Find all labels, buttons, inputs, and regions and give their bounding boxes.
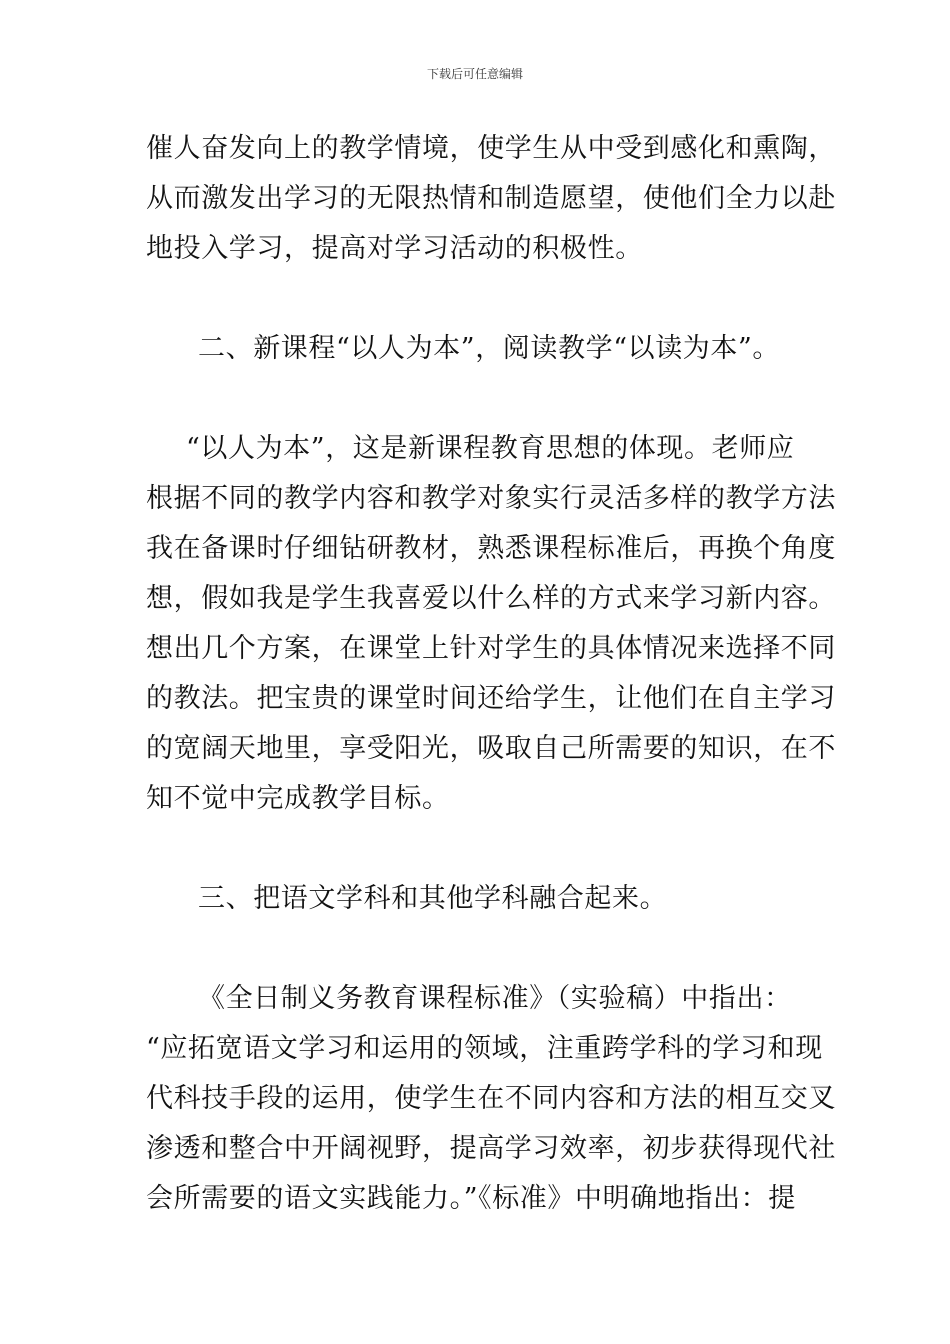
text-line: 的教法。把宝贵的课堂时间还给学生，让他们在自主学习 <box>146 683 836 714</box>
text-line: 的宽阔天地里，享受阳光，吸取自己所需要的知识，在不 <box>146 733 836 764</box>
paragraph-1 <box>146 124 836 274</box>
paragraph-gap <box>146 274 808 324</box>
document-body <box>146 124 836 1224</box>
text-line: 想，假如我是学生我喜爱以什么样的方式来学习新内容。 <box>146 583 836 614</box>
paragraph-gap <box>146 824 808 874</box>
text-line: 知不觉中完成教学目标。 <box>146 783 450 814</box>
text-line: 根据不同的教学内容和教学对象实行灵活多样的教学方法 <box>146 483 836 514</box>
paragraph-3 <box>146 974 836 1224</box>
paragraph-gap <box>146 374 808 424</box>
text-line: 渗透和整合中开阔视野，提高学习效率，初步获得现代社 <box>146 1133 836 1164</box>
text-line: “应拓宽语文学习和运用的领域，注重跨学科的学习和现 <box>146 1033 823 1064</box>
text-line: 代科技手段的运用，使学生在不同内容和方法的相互交叉 <box>146 1083 836 1114</box>
text-line: 从而激发出学习的无限热情和制造愿望，使他们全力以赴 <box>146 183 836 214</box>
section-heading-2 <box>146 324 808 374</box>
text-line: 会所需要的语文实践能力。”《标准》中明确地指出：提 <box>146 1183 796 1214</box>
page-header: 下载后可任意编辑 <box>426 67 523 81</box>
text-line: 我在备课时仔细钻研教材，熟悉课程标准后，再换个角度 <box>146 533 836 564</box>
heading-line: 二、新课程“以人为本”，阅读教学“以读为本”。 <box>198 333 781 364</box>
text-line: 催人奋发向上的教学情境，使学生从中受到感化和熏陶， <box>146 133 836 164</box>
section-heading-3 <box>146 874 808 924</box>
text-line: 想出几个方案，在课堂上针对学生的具体情况来选择不同 <box>146 633 836 664</box>
text-line: 地投入学习，提高对学习活动的积极性。 <box>146 233 643 264</box>
paragraph-2 <box>146 424 836 824</box>
heading-line: 三、把语文学科和其他学科融合起来。 <box>198 883 668 914</box>
paragraph-gap <box>146 924 808 974</box>
text-line: 《全日制义务教育课程标准》（实验稿）中指出： <box>198 983 792 1014</box>
text-line: “以人为本”，这是新课程教育思想的体现。老师应 <box>186 433 795 464</box>
